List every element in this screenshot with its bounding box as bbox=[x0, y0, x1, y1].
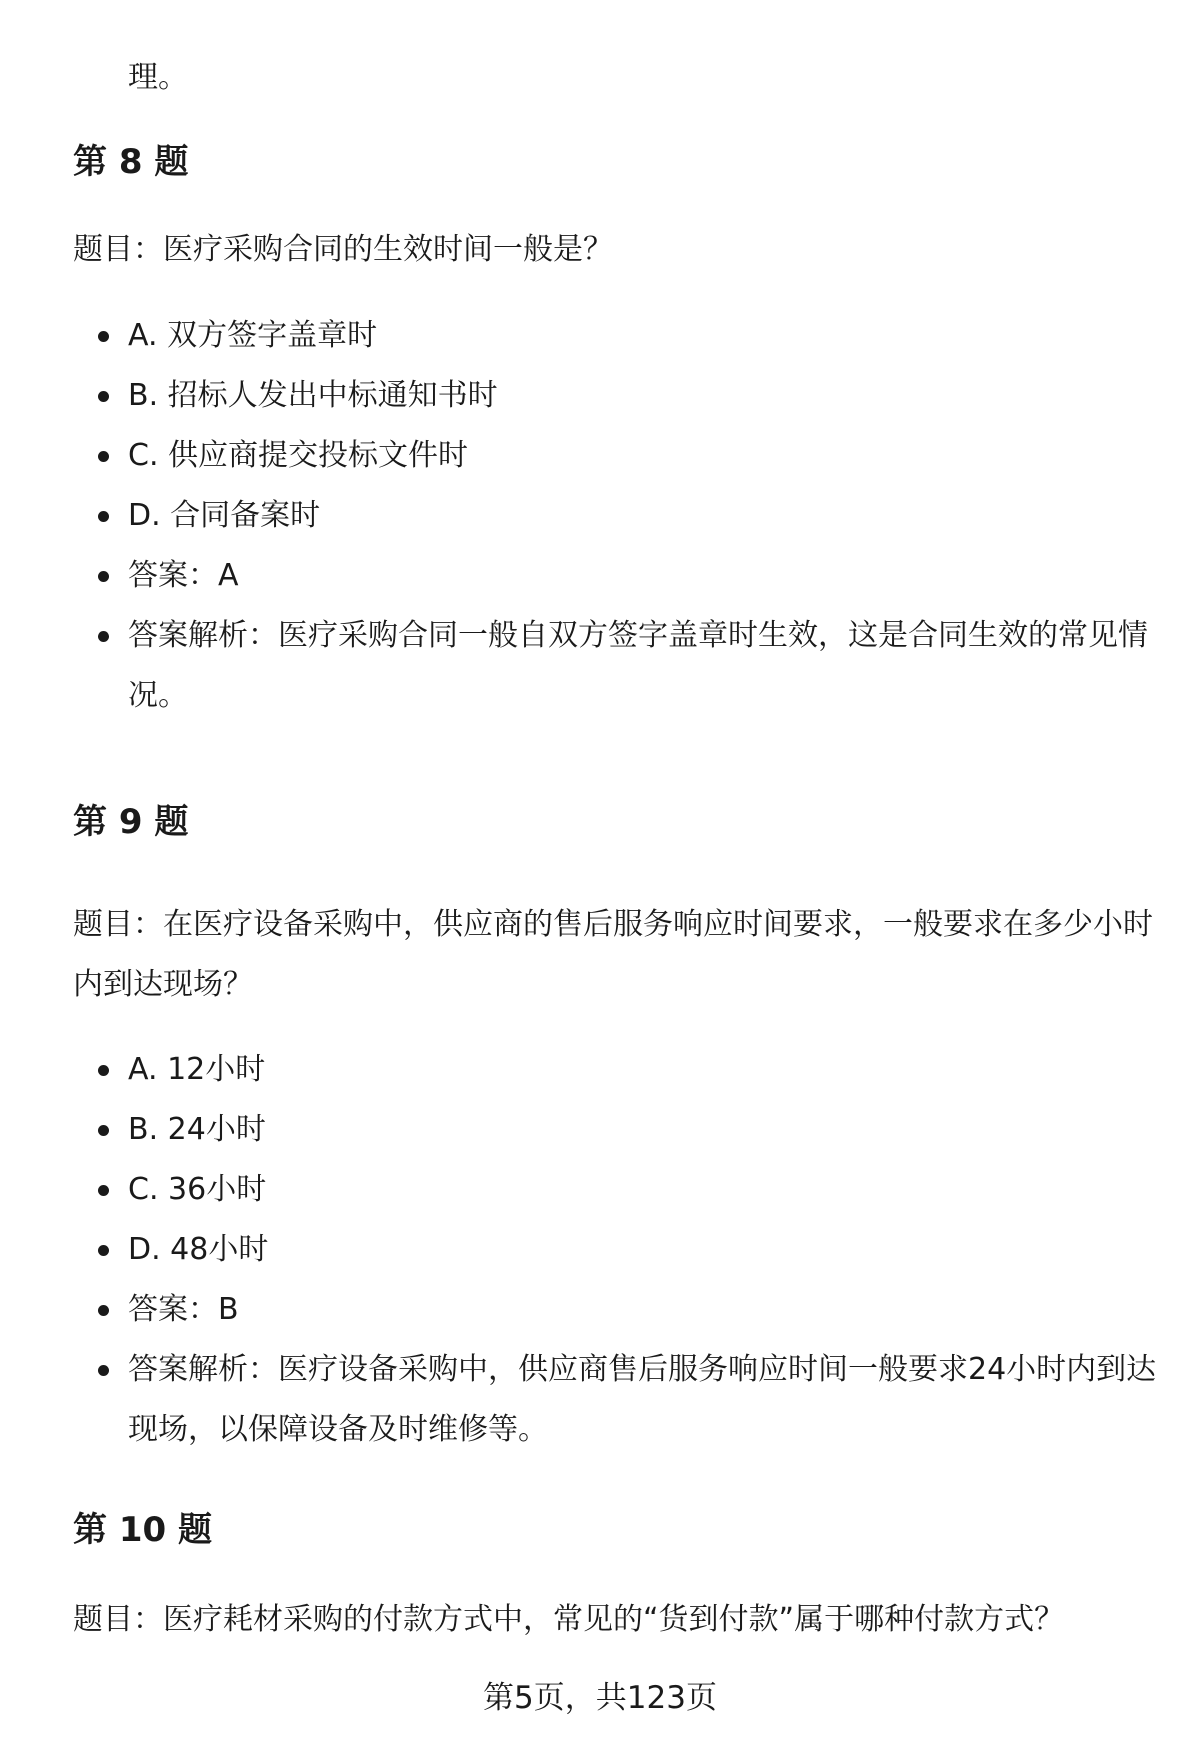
analysis-item bbox=[0, 1340, 1200, 1460]
bullet-icon bbox=[98, 631, 109, 642]
option-item bbox=[0, 426, 1200, 486]
bullet-icon bbox=[98, 451, 109, 462]
option-list-9 bbox=[0, 1040, 1200, 1460]
question-stem-10: 题目：医疗耗材采购的付款方式中，常见的“货到付款”属于哪种付款方式？ bbox=[73, 1602, 1065, 1637]
answer-item bbox=[0, 1280, 1200, 1340]
question-heading-10: 第 10 题 bbox=[73, 1510, 212, 1550]
bullet-icon bbox=[98, 1065, 109, 1076]
option-item bbox=[0, 1100, 1200, 1160]
option-item bbox=[0, 1160, 1200, 1220]
answer-text: 答案：A bbox=[128, 558, 239, 593]
continued-text: 理。 bbox=[128, 60, 188, 95]
option-text: B. 招标人发出中标通知书时 bbox=[128, 378, 498, 413]
bullet-icon bbox=[98, 1305, 109, 1316]
bullet-icon bbox=[98, 571, 109, 582]
question-stem-9: 题目：在医疗设备采购中，供应商的售后服务响应时间要求，一般要求在多少小时内到达现场？ bbox=[73, 907, 1153, 1002]
analysis-text: 答案解析：医疗设备采购中，供应商售后服务响应时间一般要求24小时内到达现场，以保障设备及时维修等。 bbox=[128, 1352, 1157, 1447]
page-footer: 第5页，共123页 bbox=[483, 1680, 717, 1716]
bullet-icon bbox=[98, 331, 109, 342]
question-heading-8: 第 8 题 bbox=[73, 142, 189, 182]
bullet-icon bbox=[98, 391, 109, 402]
option-text: C. 供应商提交投标文件时 bbox=[128, 438, 469, 473]
analysis-text: 答案解析：医疗采购合同一般自双方签字盖章时生效，这是合同生效的常见情况。 bbox=[128, 618, 1148, 713]
bullet-icon bbox=[98, 1365, 109, 1376]
option-text: A. 双方签字盖章时 bbox=[128, 318, 378, 353]
bullet-icon bbox=[98, 1125, 109, 1136]
option-text: D. 48小时 bbox=[128, 1232, 269, 1267]
question-heading-9: 第 9 题 bbox=[73, 802, 189, 842]
bullet-icon bbox=[98, 1245, 109, 1256]
option-item bbox=[0, 1220, 1200, 1280]
option-item bbox=[0, 1040, 1200, 1100]
analysis-item bbox=[0, 606, 1200, 726]
option-text: D. 合同备案时 bbox=[128, 498, 321, 533]
answer-item bbox=[0, 546, 1200, 606]
answer-text: 答案：B bbox=[128, 1292, 239, 1327]
question-stem-8: 题目：医疗采购合同的生效时间一般是？ bbox=[73, 232, 613, 267]
option-text: C. 36小时 bbox=[128, 1172, 267, 1207]
option-item bbox=[0, 366, 1200, 426]
bullet-icon bbox=[98, 1185, 109, 1196]
option-text: A. 12小时 bbox=[128, 1052, 266, 1087]
option-item bbox=[0, 306, 1200, 366]
option-text: B. 24小时 bbox=[128, 1112, 266, 1147]
option-item bbox=[0, 486, 1200, 546]
bullet-icon bbox=[98, 511, 109, 522]
option-list-8 bbox=[0, 306, 1200, 726]
